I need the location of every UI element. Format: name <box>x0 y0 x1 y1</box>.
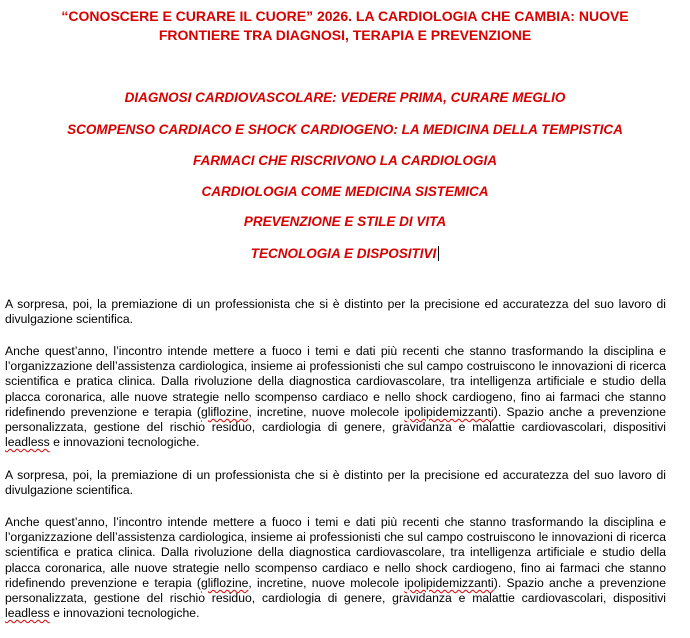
paragraph-text: e innovazioni tecnologiche. <box>49 435 200 450</box>
award-paragraph: A sorpresa, poi, la premiazione di un professionista che si è distinto per la precisione ed accuratezza del suo lavoro di divulgazione scientifica. <box>5 468 666 498</box>
main-paragraph <box>5 344 666 450</box>
document-title <box>20 7 670 45</box>
paragraph-text: , incretine, nuove molecole <box>248 404 405 419</box>
paragraph-text: Anche quest’anno, l’incontro intende mettere a fuoco i temi e dati più recenti che stanno trasformando la disciplina e l’organizzazione dell’assistenza cardiologica, insieme ai professionisti che sul campo costruiscono le innovazioni di ricerca scientifica e pratica clinica. Dalla rivoluzione della diagnostica cardiovascolare, tra intelligenza artificiale e studio della placca coronarica, alle nuove strategie nello scompenso cardiaco e nello shock cardiogeno, fino ai farmaci che stanno ridefinendo prevenzione e terapia ( <box>5 515 666 590</box>
paragraph-text: ). Spazio anche a prevenzione personalizzata, gestione del rischio residuo, cardiologia di genere, gravidanza e malattie cardiovascolari, dispositivi <box>5 404 666 435</box>
topic-heading: CARDIOLOGIA COME MEDICINA SISTEMICA <box>201 184 489 199</box>
paragraph-text: e innovazioni tecnologiche. <box>49 606 200 621</box>
spellcheck-word[interactable]: ipolipidemizzanti <box>404 575 494 590</box>
spellcheck-word[interactable]: gliflozine <box>200 404 249 419</box>
topic-heading: PREVENZIONE E STILE DI VITA <box>243 214 447 229</box>
topic-heading: SCOMPENSO CARDIACO E SHOCK CARDIOGENO: LA MEDICINA DELLA TEMPISTICA <box>67 122 623 137</box>
topic-heading-last <box>20 245 670 263</box>
spellcheck-word[interactable]: ipolipidemizzanti <box>404 404 494 419</box>
paragraph-text: Anche quest’anno, l’incontro intende mettere a fuoco i temi e dati più recenti che stanno trasformando la disciplina e l’organizzazione dell’assistenza cardiologica, insieme ai professionisti che sul campo costruiscono le innovazioni di ricerca scientifica e pratica clinica. Dalla rivoluzione della diagnostica cardiovascolare, tra intelligenza artificiale e studio della placca coronarica, alle nuove strategie nello scompenso cardiaco e nello shock cardiogeno, fino ai farmaci che stanno ridefinendo prevenzione e terapia ( <box>5 344 666 419</box>
title-line-1: “CONOSCERE E CURARE IL CUORE” 2026. LA CARDIOLOGIA CHE CAMBIA: NUOVE <box>61 8 629 24</box>
title-line-2: FRONTIERE TRA DIAGNOSI, TERAPIA E PREVENZIONE <box>158 27 532 43</box>
spellcheck-word[interactable]: leadless <box>5 435 50 450</box>
topic-heading: DIAGNOSI CARDIOVASCOLARE: VEDERE PRIMA, CURARE MEGLIO <box>124 90 566 105</box>
paragraph-text: ). Spazio anche a prevenzione personalizzata, gestione del rischio residuo, cardiologia di genere, gravidanza e malattie cardiovascolari, dispositivi <box>5 575 666 606</box>
paragraph-text: , incretine, nuove molecole <box>248 575 405 590</box>
topic-heading-text: TECNOLOGIA E DISPOSITIVI <box>250 246 437 261</box>
award-paragraph: A sorpresa, poi, la premiazione di un professionista che si è distinto per la precisione ed accuratezza del suo lavoro di divulgazione scientifica. <box>5 297 666 327</box>
text-cursor <box>438 246 439 261</box>
spellcheck-word[interactable]: gliflozine <box>200 575 249 590</box>
topic-heading: FARMACI CHE RISCRIVONO LA CARDIOLOGIA <box>192 153 497 168</box>
main-paragraph <box>5 515 666 621</box>
spellcheck-word[interactable]: leadless <box>5 606 50 621</box>
